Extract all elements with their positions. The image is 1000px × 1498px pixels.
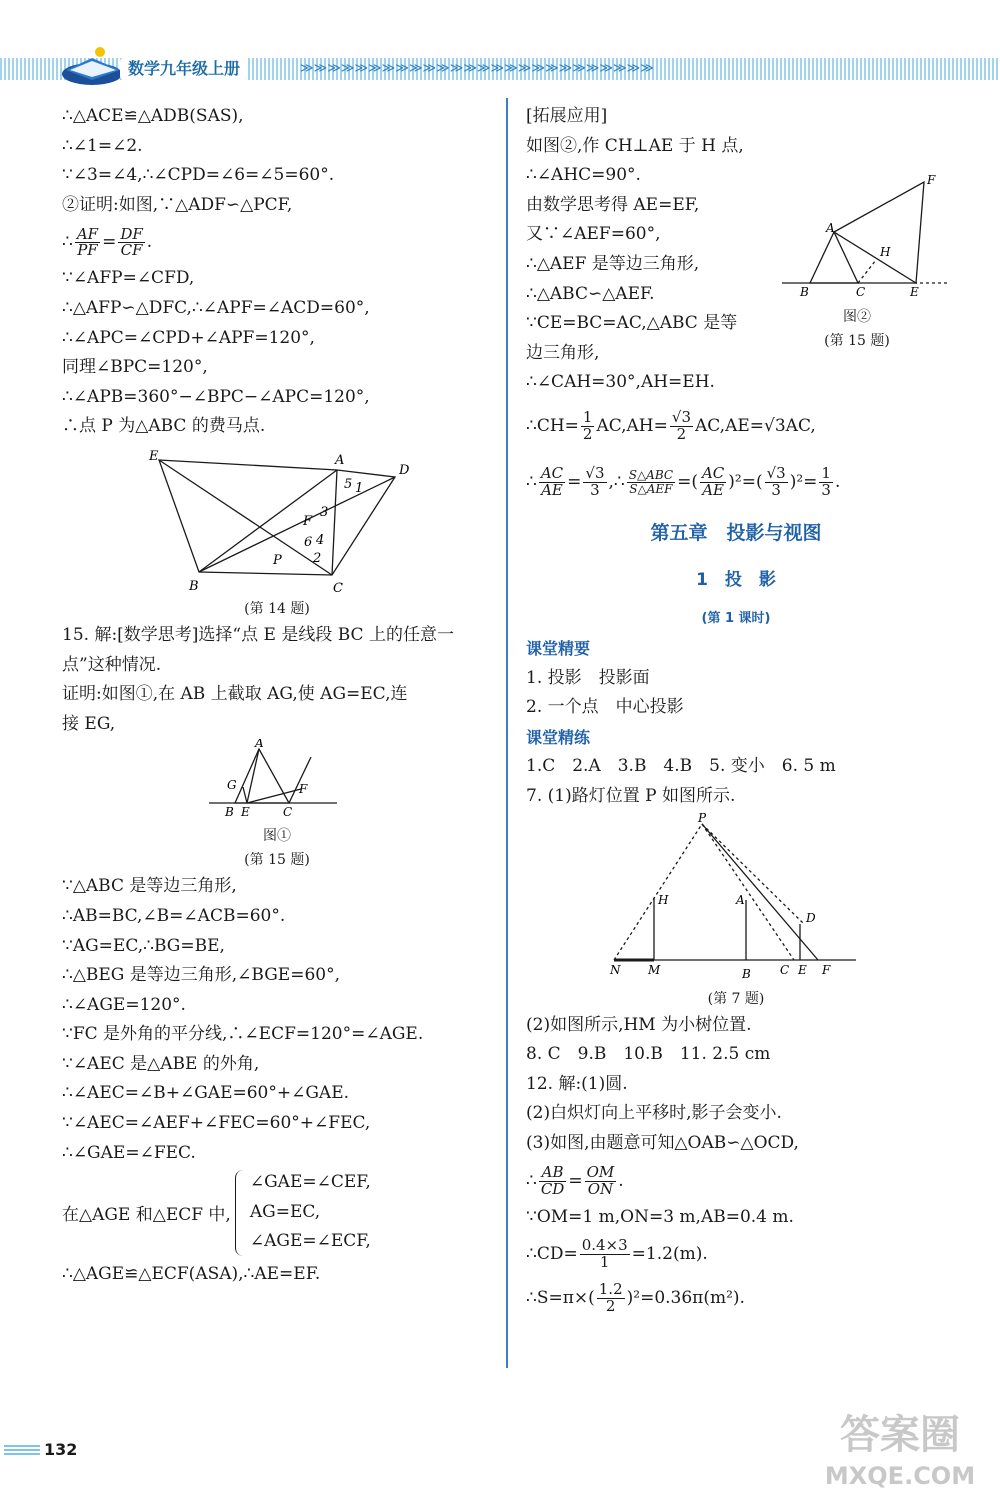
text-line: ∴∠APB=360°−∠BPC−∠APC=120°,	[62, 386, 370, 407]
formula-line: ∴S=π×( $\frac{1.2}{2}$ )²=0.36π(m²).	[526, 1280, 745, 1316]
text-line: 边三角形,	[526, 342, 600, 363]
fraction: $\frac{DF}{CF}$	[120, 224, 143, 260]
text-line: 证明:如图①,在 AB 上截取 AG,使 AG=EC,连	[62, 684, 408, 705]
figure-15b-diagram	[782, 170, 952, 300]
text-line: ∴△ACE≌△ADB(SAS),	[62, 106, 244, 126]
section-heading: 课堂精要	[526, 639, 591, 658]
fraction-line: ∴ $\frac{AF}{PF}$ = $\frac{DF}{CF}$ .	[62, 224, 153, 260]
label-F: F	[927, 173, 936, 187]
text-line: 1. 投影 投影面	[526, 667, 650, 688]
right-column	[526, 102, 946, 1320]
label-4: 4	[316, 532, 325, 548]
label-C: C	[333, 580, 343, 592]
figure-7-caption: (第 7 题)	[707, 990, 765, 1007]
figure-15b-caption: 图②	[843, 309, 871, 325]
label-A: A	[335, 452, 345, 468]
label-N: N	[610, 962, 621, 977]
formula-line: ∴CD= $\frac{0.4\times 3}{1}$ =1.2(m).	[526, 1236, 708, 1272]
text-line: 如图②,作 CH⊥AE 于 H 点,	[526, 135, 744, 156]
text-line: ∴∠CAH=30°,AH=EH.	[526, 372, 715, 393]
text-line: 15. 解:[数学思考]选择“点 E 是线段 BC 上的任意一	[62, 624, 454, 645]
text-line: ∴△ABC∽△AEF.	[526, 283, 655, 304]
brace-system: 在△AGE 和△ECF 中, ∠GAE=∠CEF, AG=EC, ∠AGE=∠ECF,	[62, 1168, 492, 1260]
label-E: E	[241, 805, 250, 820]
brace-icon	[235, 1170, 244, 1256]
book-icon	[58, 44, 128, 88]
extension-block	[526, 102, 946, 398]
figure-15a-caption: 图①	[263, 828, 291, 845]
label-5: 5	[344, 476, 353, 492]
label-F: F	[299, 782, 308, 797]
text-line: ∴∠GAE=∠FEC.	[62, 1142, 196, 1163]
label-D: D	[399, 462, 410, 478]
text-line: ∵∠AEC 是△ABE 的外角,	[62, 1053, 260, 1074]
text-line: [拓展应用]	[526, 106, 608, 126]
label-P: P	[698, 811, 707, 825]
column-divider	[506, 98, 508, 1368]
text-line: 8. C 9.B 10.B 11. 2.5 cm	[526, 1044, 771, 1065]
section-title: 1 投 影	[696, 570, 776, 590]
label-D: D	[806, 910, 816, 925]
text-line: 12. 解:(1)圆.	[526, 1073, 628, 1094]
text-line: ∴∠APC=∠CPD+∠APF=120°,	[62, 327, 315, 348]
label-F: F	[303, 513, 313, 529]
formula-line: ∴CH= $\frac{1}{2}$ AC,AH= $\frac{√3}{2}$ AC,AE=√3AC,	[526, 408, 816, 443]
text-line: 接 EG,	[62, 713, 116, 734]
label-E: E	[798, 962, 807, 977]
text-line: 又∵∠AEF=60°,	[526, 224, 661, 245]
text-line: (2)白炽灯向上平移时,影子会变小.	[526, 1103, 782, 1124]
watermark-logo	[805, 1400, 995, 1492]
figure-15a-caption-2: (第 15 题)	[244, 852, 310, 869]
figure-15b-caption-2: (第 15 题)	[824, 333, 890, 349]
text-line: ∴∠AEC=∠B+∠GAE=60°+∠GAE.	[62, 1083, 350, 1104]
label-P: P	[273, 552, 282, 568]
text-line: (2)如图所示,HM 为小树位置.	[526, 1014, 752, 1035]
label-F: F	[822, 962, 831, 977]
label-3: 3	[320, 504, 329, 520]
text-line: 1.C 2.A 3.B 4.B 5. 变小 6. 5 m	[526, 756, 836, 777]
label-E: E	[149, 448, 159, 464]
chapter-title: 第五章 投影与视图	[650, 522, 822, 544]
text-line: ∴∠AGE=120°.	[62, 994, 186, 1015]
text-line: 点”这种情况.	[62, 654, 162, 675]
lesson-label: (第 1 课时)	[701, 611, 771, 626]
text-line: 2. 一个点 中心投影	[526, 697, 684, 718]
svg-text:答案圈: 答案圈	[840, 1412, 960, 1458]
label-C: C	[856, 285, 866, 299]
text-line: ∴△BEG 是等边三角形,∠BGE=60°,	[62, 965, 341, 986]
text-line: ∴△AEF 是等边三角形,	[526, 253, 700, 274]
label-6: 6	[304, 534, 313, 550]
label-B: B	[225, 805, 234, 820]
formula-line: ∴ $\frac{AC}{AE}$ = $\frac{√3}{3}$ ,∴ $\frac{\text{S△ABC}}{\text{S△AEF}}$ =( $\frac{AC}{AE}$ )²=( $\frac{√3}{3}$ )²= $\frac{1}{3}$ .	[526, 464, 841, 499]
text-line: ∴点 P 为△ABC 的费马点.	[62, 416, 266, 437]
label-B: B	[189, 578, 199, 592]
text-line: ∴AB=BC,∠B=∠ACB=60°.	[62, 905, 286, 926]
label-A: A	[826, 221, 835, 235]
text-line: 由数学思考得 AE=EF,	[526, 194, 700, 215]
label-2: 2	[313, 550, 322, 566]
text-line: ∵CE=BC=AC,△ABC 是等	[526, 313, 738, 334]
figure-14-diagram	[127, 442, 427, 592]
figure-14	[62, 442, 492, 597]
fraction: $\frac{AF}{PF}$	[76, 224, 99, 260]
figure-15a	[62, 739, 492, 824]
text-line: ∴△AGE≌△ECF(ASA),∴AE=EF.	[62, 1264, 321, 1285]
text-line: ∵AG=EC,∴BG=BE,	[62, 935, 225, 956]
section-heading: 课堂精练	[526, 727, 591, 747]
page-header	[0, 40, 1000, 90]
figure-7-diagram	[606, 812, 866, 982]
page-number: 132	[4, 1440, 77, 1459]
label-B: B	[800, 285, 809, 299]
text-line: ②证明:如图,∵△ADF∽△PCF,	[62, 194, 293, 215]
figure-14-caption: (第 14 题)	[244, 600, 310, 617]
text-line: ∵∠AEC=∠AEF+∠FEC=60°+∠FEC,	[62, 1113, 371, 1134]
text-line: 7. (1)路灯位置 P 如图所示.	[526, 785, 736, 806]
label-H: H	[880, 245, 891, 259]
text-line: ∵∠AFP=∠CFD,	[62, 268, 195, 289]
text-line: ∵△ABC 是等边三角形,	[62, 876, 237, 897]
text-line: ∵FC 是外角的平分线,∴∠ECF=120°=∠AGE.	[62, 1024, 424, 1045]
label-C: C	[780, 962, 790, 977]
header-chevrons: ≫≫≫≫≫≫≫≫≫≫≫≫≫≫≫≫≫≫≫≫≫≫≫≫≫≫	[300, 61, 654, 76]
page-number-bars	[4, 1445, 40, 1457]
text-line: ∵∠3=∠4,∴∠CPD=∠6=∠5=60°.	[62, 165, 335, 186]
text-line: ∵OM=1 m,ON=3 m,AB=0.4 m.	[526, 1206, 794, 1227]
formula-line: ∴ $\frac{AB}{CD}$ = $\frac{OM}{ON}$ .	[526, 1162, 624, 1198]
label-A: A	[736, 892, 745, 907]
book-title: 数学九年级上册	[120, 58, 248, 80]
figure-15b	[782, 170, 952, 353]
text-line: ∴∠1=∠2.	[62, 135, 143, 156]
label-1: 1	[355, 480, 364, 496]
label-M: M	[648, 962, 661, 977]
figure-15a-diagram	[207, 739, 347, 819]
text-line: ∴∠AHC=90°.	[526, 165, 641, 186]
label-G: G	[227, 778, 237, 793]
text-line: (3)如图,由题意可知△OAB∽△OCD,	[526, 1132, 799, 1153]
label-A: A	[255, 739, 264, 751]
svg-text:MXQE.COM: MXQE.COM	[824, 1462, 976, 1490]
label-E: E	[910, 285, 919, 299]
label-B: B	[742, 966, 751, 981]
text-line: ∴△AFP∽△DFC,∴∠APF=∠ACD=60°,	[62, 297, 370, 318]
label-H: H	[658, 892, 669, 907]
figure-7	[526, 812, 946, 987]
text-line: 同理∠BPC=120°,	[62, 357, 208, 378]
label-C: C	[283, 805, 293, 820]
left-column	[62, 102, 492, 1290]
